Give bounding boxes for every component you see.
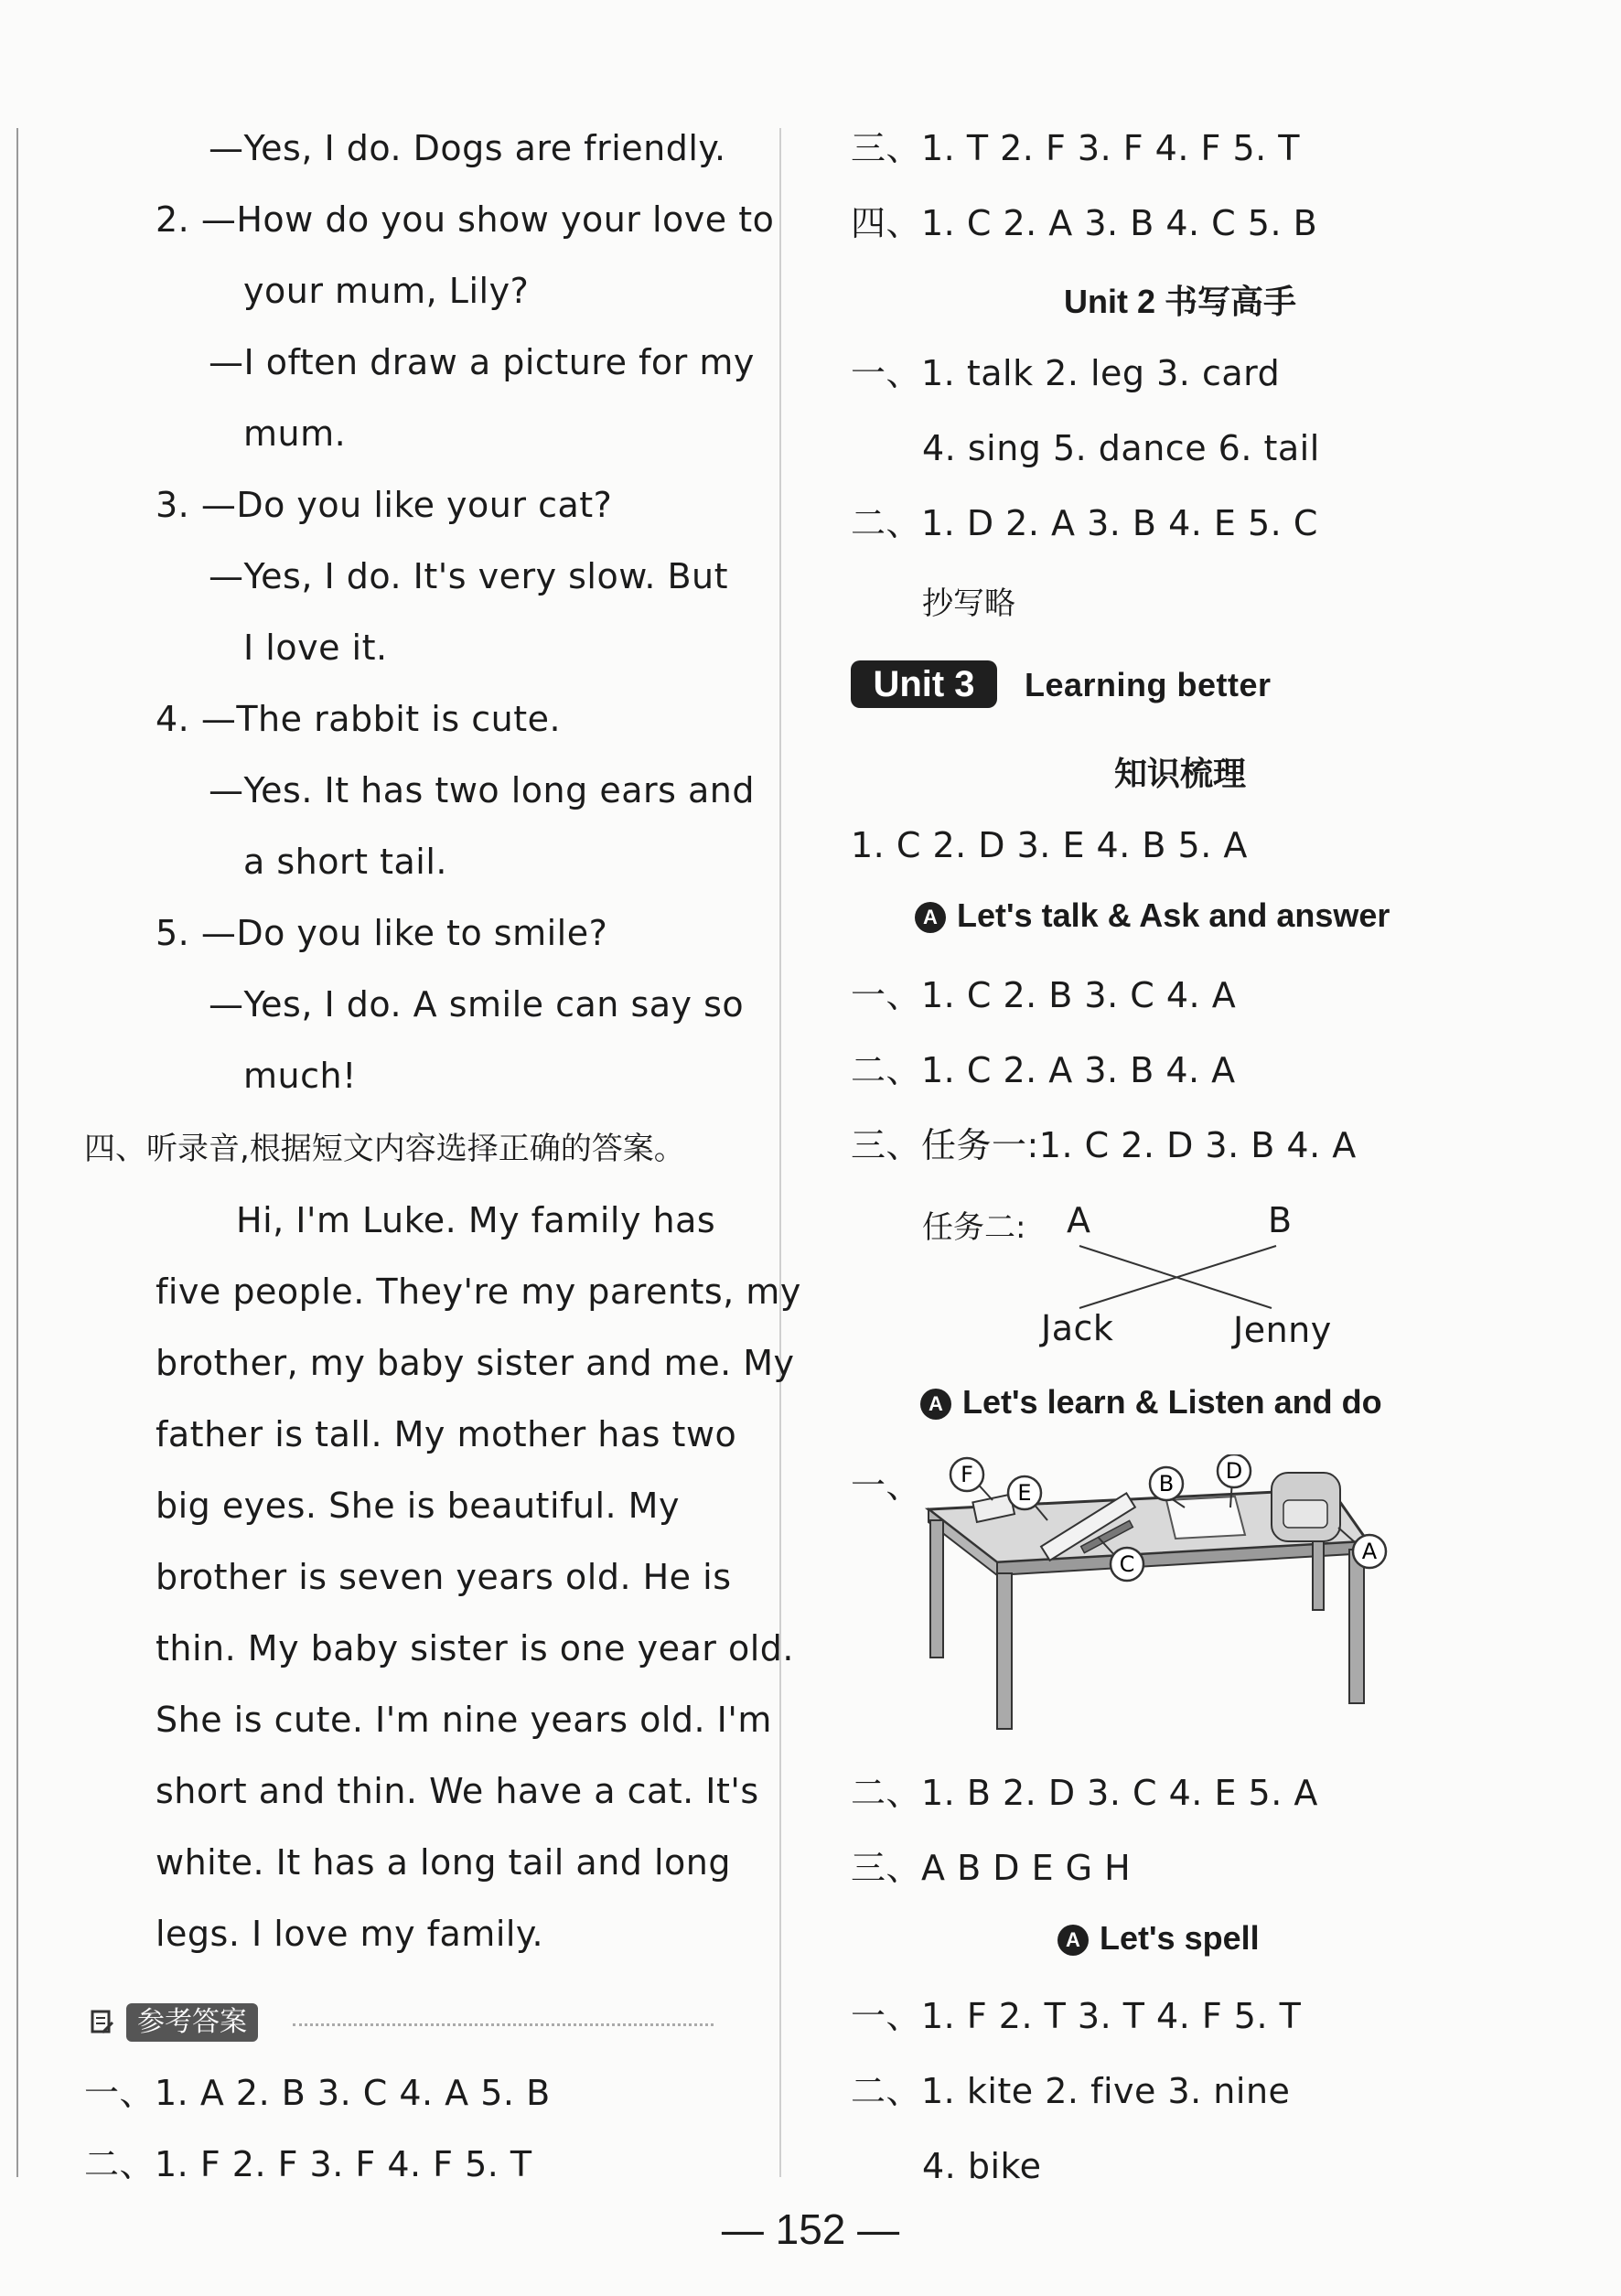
section-a-badge: A [1057,1925,1089,1956]
spell-heading: Let's spell [1100,1919,1260,1957]
passage-line: She is cute. I'm nine years old. I'm [156,1700,772,1740]
dialogue-line: —I often draw a picture for my [209,342,755,382]
passage-line: white. It has a long tail and long [156,1842,732,1883]
dialogue-line: I love it. [243,628,388,668]
learn-heading-row [920,1383,1382,1422]
task2-top-a: A [1067,1200,1091,1240]
label-c [1111,1548,1143,1581]
passage-line: brother, my baby sister and me. My [156,1343,795,1383]
dialogue-line: your mum, Lily? [243,271,530,311]
svg-text:F: F [961,1462,973,1487]
section-a-badge: A [920,1389,951,1420]
svg-text:A: A [1361,1539,1378,1564]
dialogue-line: 4. —The rabbit is cute. [156,699,562,739]
dialogue-line: much! [243,1056,357,1096]
label-b [1150,1467,1183,1500]
svg-text:D: D [1225,1458,1243,1484]
unit2-heading: Unit 2 书写高手 [1063,283,1296,320]
svg-text:B: B [1158,1471,1175,1497]
answer-line: 三、A B D E G H [851,1848,1132,1888]
dialogue-line: —Yes, I do. A smile can say so [209,984,745,1025]
notebook-icon [90,2009,115,2036]
task2-label: 任务二: [922,1209,1026,1246]
task2-bottom-jenny: Jenny [1233,1310,1332,1350]
answer-line: 四、1. C 2. A 3. B 4. C 5. B [851,203,1318,243]
passage-line: father is tall. My mother has two [156,1414,737,1454]
task2-top-b: B [1268,1200,1293,1240]
label-e [1008,1476,1041,1509]
dotted-rule [293,2023,714,2026]
dialogue-line: 5. —Do you like to smile? [156,913,608,953]
answer-line: 三、任务一:1. C 2. D 3. B 4. A [851,1125,1357,1165]
section-four-title: 四、听录音,根据短文内容选择正确的答案。 [84,1131,685,1167]
section-a-badge: A [915,902,946,933]
label-f [950,1458,983,1491]
dialogue-line: —Yes, I do. Dogs are friendly. [209,128,726,168]
task2-bottom-jack: Jack [1041,1308,1114,1348]
column-divider [779,128,781,2177]
answer-line: 一、1. talk 2. leg 3. card [851,353,1281,393]
answer-line: 二、1. kite 2. five 3. nine [851,2071,1291,2111]
passage-line: Hi, I'm Luke. My family has [236,1200,716,1240]
answer-line: 一、1. A 2. B 3. C 4. A 5. B [84,2073,551,2113]
dialogue-line: 3. —Do you like your cat? [156,485,613,525]
dialogue-line: —Yes. It has two long ears and [209,770,755,810]
answer-line: 4. sing 5. dance 6. tail [922,428,1320,468]
spell-heading-row [1057,1919,1260,1958]
dialogue-line: —Yes, I do. It's very slow. But [209,556,729,596]
label-d [1218,1454,1251,1487]
answer-line: 三、1. T 2. F 3. F 4. F 5. T [851,128,1300,168]
passage-line: big eyes. She is beautiful. My [156,1486,680,1526]
dialogue-line: a short tail. [243,842,447,882]
page-number: — 152 — [721,2205,900,2253]
passage-line: legs. I love my family. [156,1914,544,1954]
answer-line: 1. C 2. D 3. E 4. B 5. A [851,825,1248,865]
learn-heading: Let's learn & Listen and do [962,1383,1382,1421]
passage-line: brother is seven years old. He is [156,1557,732,1597]
answer-line: 4. bike [922,2146,1042,2186]
unit3-badge: Unit 3 [851,660,997,708]
matching-lines [1061,1240,1299,1314]
copy-omitted-note: 抄写略 [922,585,1015,622]
answer-line: 二、1. D 2. A 3. B 4. E 5. C [851,503,1318,543]
passage-line: thin. My baby sister is one year old. [156,1628,794,1668]
answer-line: 二、1. C 2. A 3. B 4. A [851,1050,1236,1090]
page-left-border [16,128,18,2177]
svg-text:E: E [1017,1480,1032,1506]
answer-key-tag: 参考答案 [126,2003,258,2042]
desk-illustration [910,1454,1395,1738]
unit3-title: Learning better [1025,666,1272,703]
svg-text:C: C [1119,1551,1135,1577]
passage-line: five people. They're my parents, my [156,1271,801,1312]
answer-line: 二、1. B 2. D 3. C 4. E 5. A [851,1773,1318,1813]
passage-line: short and thin. We have a cat. It's [156,1771,759,1811]
dialogue-line: 2. —How do you show your love to [156,199,775,240]
talk-heading-row [915,896,1390,935]
dialogue-line: mum. [243,413,347,454]
label-a [1353,1535,1386,1568]
knowledge-heading: 知识梳理 [1113,755,1246,792]
learn-one-label: 一、 [851,1465,922,1506]
answer-line: 一、1. F 2. T 3. T 4. F 5. T [851,1996,1302,2036]
answer-line: 二、1. F 2. F 3. F 4. F 5. T [84,2144,532,2184]
answer-line: 一、1. C 2. B 3. C 4. A [851,975,1237,1015]
talk-heading: Let's talk & Ask and answer [957,896,1390,934]
